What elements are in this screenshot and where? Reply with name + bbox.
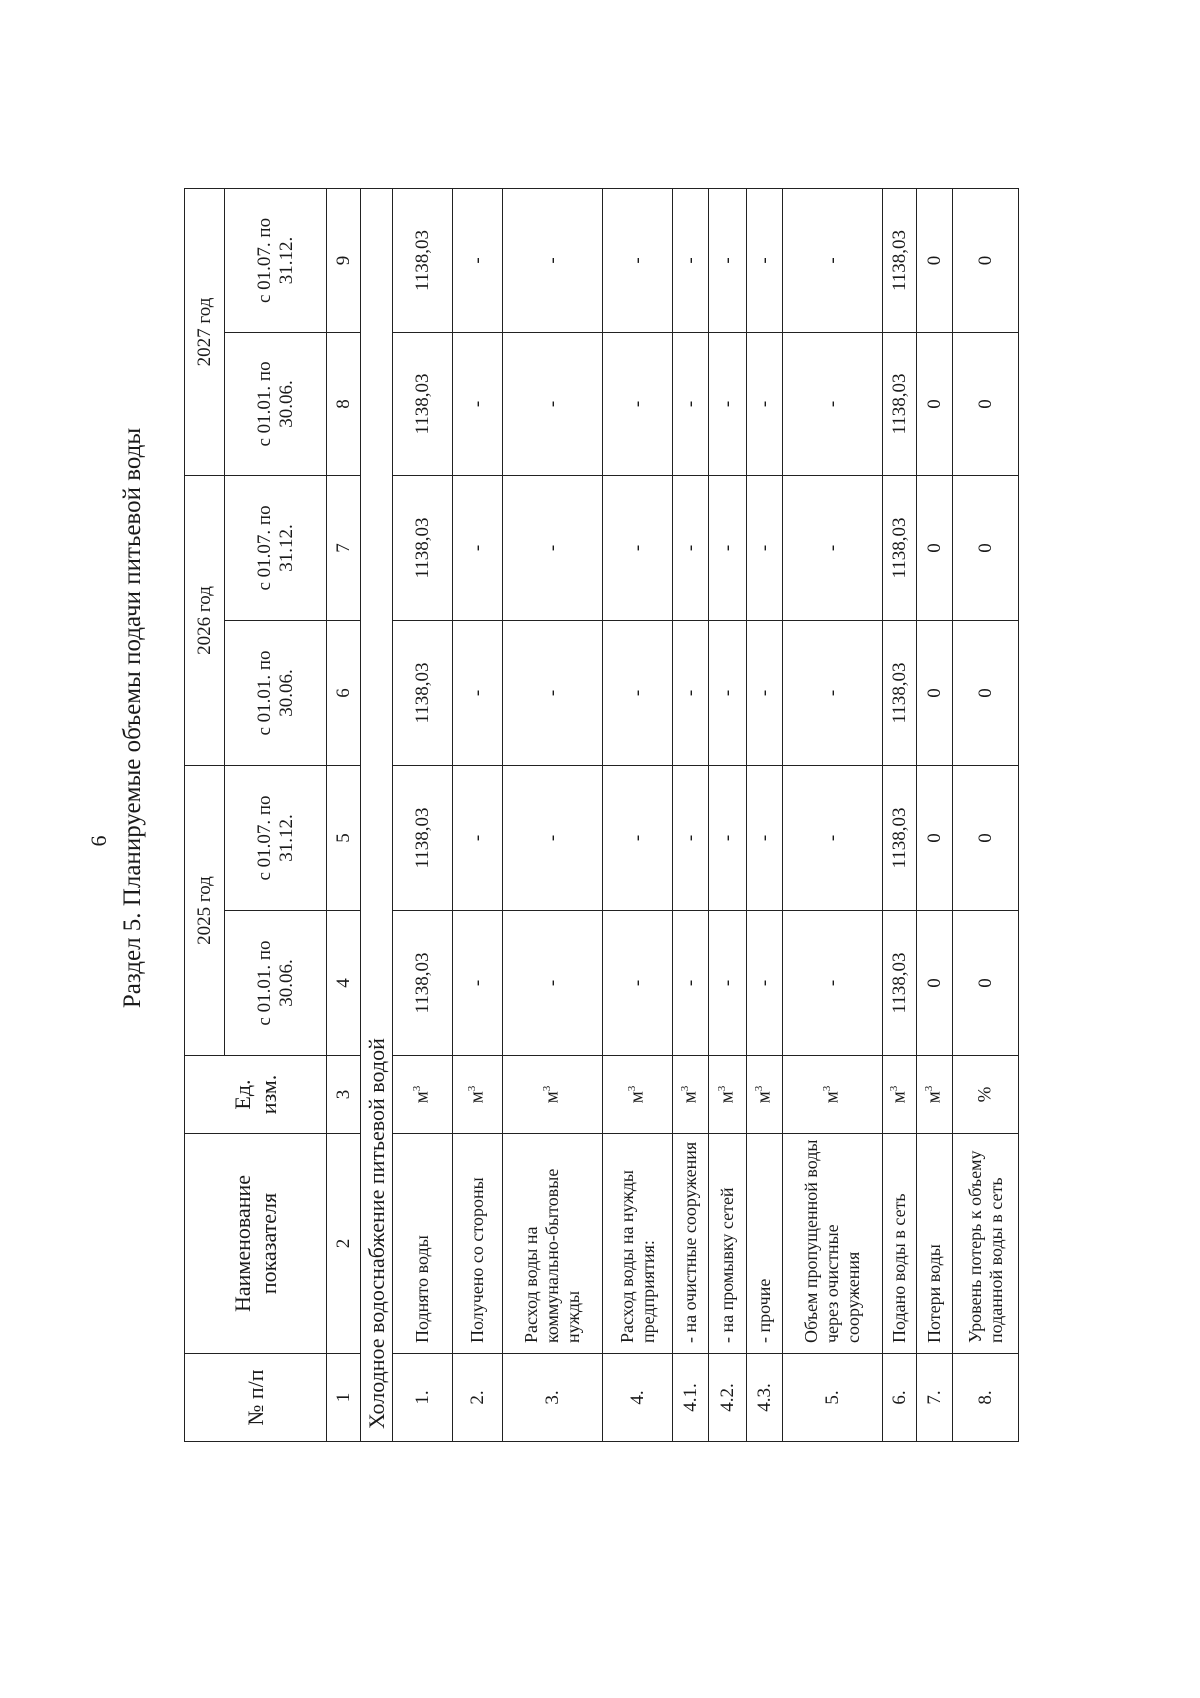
row-number: 7. <box>917 1354 953 1442</box>
col-number: 7 <box>327 475 361 620</box>
row-unit <box>503 1056 603 1134</box>
col-number: 9 <box>327 188 361 332</box>
row-unit <box>673 1056 709 1134</box>
row-value: 1138,03 <box>883 765 917 910</box>
col-number: 4 <box>327 911 361 1056</box>
row-unit <box>393 1056 453 1134</box>
unit-exponent: 3 <box>679 1085 692 1092</box>
row-number: 6. <box>883 1354 917 1442</box>
row-value: - <box>673 765 709 910</box>
row-name: Получено со стороны <box>453 1134 503 1354</box>
water-supply-table <box>184 188 1019 1442</box>
unit-exponent: 3 <box>716 1085 729 1092</box>
row-value: - <box>783 620 883 765</box>
header-year: 2027 год <box>185 188 225 475</box>
table-body <box>361 188 1019 1441</box>
row-value: - <box>783 475 883 620</box>
row-unit <box>883 1056 917 1134</box>
row-value: - <box>503 188 603 332</box>
row-unit <box>783 1056 883 1134</box>
row-value: - <box>453 911 503 1056</box>
header-name: Наименование показателя <box>185 1134 327 1354</box>
section-title: Раздел 5. Планируемые объемы подачи питьевой воды <box>119 427 146 1009</box>
unit-exponent: 3 <box>821 1085 834 1092</box>
row-value: - <box>673 188 709 332</box>
row-value: - <box>453 765 503 910</box>
row-value: 1138,03 <box>883 911 917 1056</box>
row-name: - на очистные сооружения <box>673 1134 709 1354</box>
row-value: 0 <box>917 475 953 620</box>
row-value: - <box>783 188 883 332</box>
header-period: с 01.07. по 31.12. <box>225 475 327 620</box>
table-row <box>673 188 709 1441</box>
row-value: 0 <box>953 188 1019 332</box>
page-number: 6 <box>86 835 111 847</box>
unit-base: м <box>888 1091 910 1104</box>
row-name: Расход воды на коммунально-бытовые нужды <box>503 1134 603 1354</box>
row-value: 1138,03 <box>393 620 453 765</box>
row-value: 1138,03 <box>883 188 917 332</box>
row-name: Потери воды <box>917 1134 953 1354</box>
row-value: - <box>747 332 783 475</box>
row-value: - <box>747 188 783 332</box>
header-num: № п/п <box>185 1354 327 1442</box>
table-row <box>783 188 883 1441</box>
col-number: 8 <box>327 332 361 475</box>
unit-base: м <box>466 1091 488 1104</box>
row-value: 1138,03 <box>393 475 453 620</box>
col-number: 3 <box>327 1056 361 1134</box>
row-value: - <box>673 332 709 475</box>
table-row <box>917 188 953 1441</box>
unit-base: м <box>821 1091 843 1104</box>
row-value: - <box>709 188 747 332</box>
row-value: 1138,03 <box>883 475 917 620</box>
row-name: Объем пропущенной воды через очистные сооружения <box>783 1134 883 1354</box>
table-row <box>883 188 917 1441</box>
row-value: - <box>603 620 673 765</box>
row-value: - <box>747 765 783 910</box>
table-header <box>185 188 361 1441</box>
row-value: - <box>503 332 603 475</box>
row-value: - <box>453 332 503 475</box>
row-value: - <box>603 332 673 475</box>
row-value: - <box>453 475 503 620</box>
row-number: 1. <box>393 1354 453 1442</box>
row-value: 1138,03 <box>393 332 453 475</box>
row-number: 4.3. <box>747 1354 783 1442</box>
row-value: - <box>709 765 747 910</box>
unit-exponent: 3 <box>888 1085 901 1092</box>
section-row: Холодное водоснабжение питьевой водой <box>361 188 393 1441</box>
unit-exponent: 3 <box>923 1085 936 1092</box>
row-value: - <box>503 620 603 765</box>
unit-exponent: 3 <box>411 1085 424 1092</box>
row-value: - <box>453 188 503 332</box>
header-period: с 01.01. по 30.06. <box>225 620 327 765</box>
col-number: 2 <box>327 1134 361 1354</box>
header-period: с 01.01. по 30.06. <box>225 332 327 475</box>
row-unit <box>603 1056 673 1134</box>
row-name: Расход воды на нужды предприятия: <box>603 1134 673 1354</box>
header-period: с 01.07. по 31.12. <box>225 765 327 910</box>
row-value: - <box>747 620 783 765</box>
unit-exponent: 3 <box>466 1085 479 1092</box>
row-value: - <box>709 475 747 620</box>
row-value: 0 <box>917 765 953 910</box>
row-unit <box>709 1056 747 1134</box>
row-value: 0 <box>953 332 1019 475</box>
col-number: 5 <box>327 765 361 910</box>
row-value: - <box>783 765 883 910</box>
row-value: 0 <box>917 332 953 475</box>
row-value: - <box>673 620 709 765</box>
row-unit <box>747 1056 783 1134</box>
row-value: - <box>603 911 673 1056</box>
row-value: - <box>783 911 883 1056</box>
unit-exponent: 3 <box>541 1085 554 1092</box>
row-value: 1138,03 <box>393 188 453 332</box>
row-number: 8. <box>953 1354 1019 1442</box>
table-row <box>503 188 603 1441</box>
row-value: - <box>783 332 883 475</box>
row-value: - <box>673 911 709 1056</box>
unit-exponent: 3 <box>753 1085 766 1092</box>
unit-base: м <box>541 1091 563 1104</box>
row-value: - <box>503 765 603 910</box>
table-row <box>453 188 503 1441</box>
table-row <box>747 188 783 1441</box>
row-value: 0 <box>953 475 1019 620</box>
row-value: 0 <box>917 911 953 1056</box>
unit-base: м <box>679 1091 701 1104</box>
unit-exponent: 3 <box>626 1085 639 1092</box>
row-name: Уровень потерь к объему поданной воды в сеть <box>953 1134 1019 1354</box>
row-unit <box>453 1056 503 1134</box>
row-number: 3. <box>503 1354 603 1442</box>
unit-base: м <box>411 1091 433 1104</box>
row-value: - <box>603 765 673 910</box>
row-number: 4. <box>603 1354 673 1442</box>
col-number: 1 <box>327 1354 361 1442</box>
row-number: 4.2. <box>709 1354 747 1442</box>
table-row <box>603 188 673 1441</box>
unit-base: м <box>626 1091 648 1104</box>
row-value: 1138,03 <box>883 332 917 475</box>
header-unit: Ед. изм. <box>185 1056 327 1134</box>
header-year: 2025 год <box>185 765 225 1055</box>
table-row <box>953 188 1019 1441</box>
unit-base: м <box>923 1091 945 1104</box>
row-unit <box>917 1056 953 1134</box>
row-value: 1138,03 <box>883 620 917 765</box>
row-value: 0 <box>917 188 953 332</box>
row-unit <box>953 1056 1019 1134</box>
row-value: 1138,03 <box>393 911 453 1056</box>
row-value: - <box>453 620 503 765</box>
row-name: Поднято воды <box>393 1134 453 1354</box>
row-name: Подано воды в сеть <box>883 1134 917 1354</box>
row-name: - прочие <box>747 1134 783 1354</box>
row-number: 4.1. <box>673 1354 709 1442</box>
row-value: - <box>503 911 603 1056</box>
unit-base: м <box>716 1091 738 1104</box>
row-value: - <box>673 475 709 620</box>
unit-base: м <box>753 1091 775 1104</box>
data-table-wrap <box>184 189 1006 1442</box>
row-value: - <box>603 475 673 620</box>
row-value: - <box>503 475 603 620</box>
header-period: с 01.01. по 30.06. <box>225 911 327 1056</box>
header-period: с 01.07. по 31.12. <box>225 188 327 332</box>
row-value: - <box>747 911 783 1056</box>
row-number: 2. <box>453 1354 503 1442</box>
row-value: - <box>709 620 747 765</box>
row-value: 0 <box>953 620 1019 765</box>
row-value: - <box>709 911 747 1056</box>
row-value: - <box>709 332 747 475</box>
table-row <box>709 188 747 1441</box>
row-name: - на промывку сетей <box>709 1134 747 1354</box>
row-value: 1138,03 <box>393 765 453 910</box>
row-value: 0 <box>917 620 953 765</box>
unit-base: % <box>974 1086 996 1103</box>
row-value: - <box>747 475 783 620</box>
header-year: 2026 год <box>185 475 225 765</box>
row-number: 5. <box>783 1354 883 1442</box>
row-value: 0 <box>953 765 1019 910</box>
row-value: - <box>603 188 673 332</box>
col-number: 6 <box>327 620 361 765</box>
row-value: 0 <box>953 911 1019 1056</box>
table-row <box>393 188 453 1441</box>
